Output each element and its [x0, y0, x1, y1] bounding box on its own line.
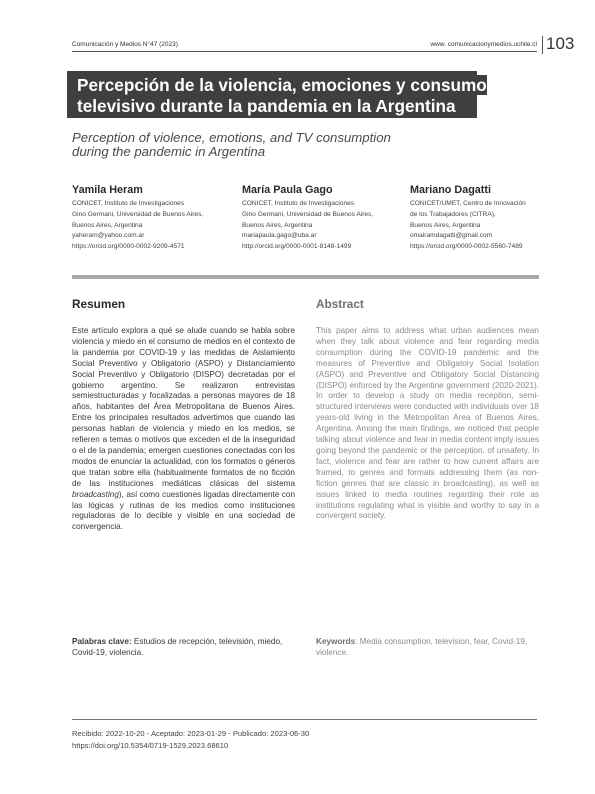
- english-title: [72, 131, 432, 159]
- author-block: [72, 184, 232, 253]
- author-email[interactable]: yaheram@yahoo.com.ar: [72, 232, 145, 240]
- palabras-clave: [72, 637, 295, 659]
- author-orcid[interactable]: http://orcid.org/0000-0001-8148-1499: [242, 243, 352, 251]
- author-affiliation: CONICET, Instituto de Investigaciones: [242, 200, 355, 207]
- header-rule: [72, 51, 537, 52]
- author-affiliation: Gino Germani, Universidad de Buenos Aires,: [72, 210, 204, 218]
- author-location: Buenos Aires, Argentina: [410, 221, 481, 229]
- doi-link[interactable]: https://doi.org/10.5354/0719-1529.2023.68610: [72, 740, 229, 750]
- keywords: [316, 637, 539, 659]
- author-location: Buenos Aires, Argentina: [72, 221, 143, 229]
- keywords-values: : Media consumption, television, fear, Covid-19, violence.: [316, 637, 528, 657]
- author-block: [242, 184, 402, 253]
- author-affiliation: CONICET, Instituto de Investigaciones: [72, 200, 185, 207]
- resumen-text: Este artículo explora a qué se alude cuando se habla sobre violencia y miedo en el consumo de medios en el contexto de la pandemia por COVID-19 y las medidas de Aislamiento Social Preventivo y Obligatorio (ASPO) y Distanciamiento Social Preventivo y Obligatorio (DISPO) decretadas por el gobierno argentino. Se realizaron entrevistas semiestructuradas y focalizadas a personas mayores de 18 años, habitantes del Área Metropolitana de Buenos Aires. Entre los principales resultados advertimos que cuando las personas hablan de violencia y miedo en los medios, se refieren a temas o motivos que exceden el de la inseguridad o el de la pandemia; emergen cuestiones conectadas con los modos de enunciar la actualidad, con los formatos o géneros que tratan sobre ella (habitualmente formatos de no ficción de las instituciones mediáticas clásicas del sistema broadcasting), así como cuestiones ligadas directamente con las lógicas y rutinas de los medios como instituciones reguladoras de lo decible y visible en una sociedad de convergencia.: [72, 326, 296, 532]
- author-affiliation: Gino Germani, Universidad de Buenos Aires,: [242, 210, 374, 218]
- palabras-clave-label: Palabras clave:: [72, 637, 132, 646]
- abstract-text: This paper aims to address what urban audiences mean when they talk about violence and fear regarding media consumption during the COVID-19 pandemic and the measures of Preventive and Obligatory Social Isolation (ASPO) and Preventive and Obligatory Social Distancing (DISPO) enforced by the Argentine government (2020-2021). In order to develop a study on media reception, semi-structured interviews were conducted with individuals over 18 years-old living in the Metropolitan Area of Buenos Aires, Argentina. Among the main findings, we noticed that people talking about violence and fear in media content imply issues going beyond the pandemic or the perception. of unsafety. In fact, violence and fear are rather to how current affairs are framed, to genres and formats addressing them (as non-fiction genres that are classic in broadcasting), as well as issues linked to media routines regarding their role as institutions regulating what is visible and worthy to say in a convergent society.: [316, 326, 539, 521]
- author-orcid[interactable]: https://orcid.org/0000-0002-9209-4571: [72, 243, 185, 251]
- author-name: Yamila Heram: [72, 184, 143, 196]
- article-title: [67, 71, 487, 118]
- author-orcid[interactable]: https://orcid.org/0000-0002-5560-7489: [410, 243, 523, 251]
- footer-rule: [72, 719, 537, 720]
- author-affiliation: CONICET/UMET, Centro de Innovación: [410, 200, 526, 207]
- author-block: [410, 184, 550, 253]
- author-name: Mariano Dagatti: [410, 184, 491, 196]
- title-line-1: Percepción de la violencia, emociones y consumo: [77, 75, 487, 95]
- journal-name: Comunicación y Medios N°47 (2023): [72, 41, 178, 48]
- resumen-section: [72, 297, 295, 533]
- english-title-line-2: during the pandemic in Argentina: [72, 144, 266, 159]
- author-location: Buenos Aires, Argentina: [242, 221, 313, 229]
- publication-info: [72, 728, 309, 751]
- page-number-separator: [542, 36, 543, 54]
- page-number: 103: [546, 34, 575, 53]
- english-title-line-1: Perception of violence, emotions, and TV consumption: [72, 130, 391, 145]
- resumen-heading: Resumen: [72, 297, 126, 311]
- keywords-label: Keywords: [316, 637, 356, 646]
- abstract-heading: Abstract: [316, 297, 364, 311]
- author-affiliation: de los Trabajadores (CITRA),: [410, 210, 496, 218]
- author-email[interactable]: omairamdagatti@gmail.com: [410, 232, 493, 240]
- author-email[interactable]: mariapaula.gago@uba.ar: [242, 232, 317, 240]
- publication-dates: Recibido: 2022-10-20 - Aceptado: 2023-01-29 - Publicado: 2023-06-30: [72, 729, 310, 738]
- section-divider: [72, 275, 539, 279]
- title-line-2: televisivo durante la pandemia en la Argentina: [77, 96, 456, 116]
- author-name: María Paula Gago: [242, 184, 333, 196]
- journal-url: www. comunicacionymedios.uchile.cl: [430, 41, 537, 48]
- palabras-clave-values: Estudios de recepción, televisión, miedo, Covid-19, violencia.: [72, 637, 283, 657]
- abstract-section: [316, 297, 539, 522]
